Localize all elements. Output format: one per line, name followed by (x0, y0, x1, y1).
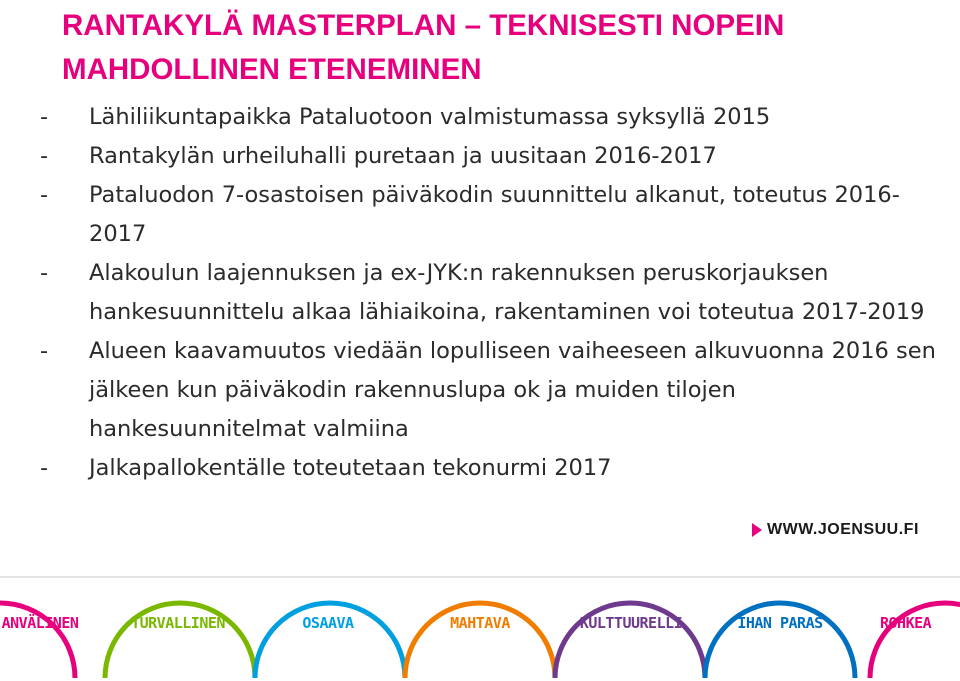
bullet-list (40, 98, 940, 488)
value-label-1: TURVALLINEN (131, 614, 225, 632)
website-text: WWW.JOENSUU.FI (767, 521, 919, 538)
list-item: - Pataluodon 7-osastoisen päiväkodin suunnittelu alkanut, toteutus 2016-2017 (40, 182, 900, 247)
value-label-3: MAHTAVA (450, 614, 510, 632)
bullet-text: Alueen kaavamuutos viedään lopulliseen vaiheeseen alkuvuonna 2016 sen jälkeen kun päiväkodin rakennuslupa ok ja muiden tilojen hankesuunnitelmat valmiina (89, 338, 936, 442)
value-label-0: ANVÄLINEN (1, 614, 79, 632)
list-item: - Alueen kaavamuutos viedään lopulliseen vaiheeseen alkuvuonna 2016 sen jälkeen kun päiväkodin rakennuslupa ok ja muiden tilojen hankesuunnitelmat valmiina (40, 338, 936, 442)
bullet-text: Lähiliikuntapaikka Pataluotoon valmistumassa syksyllä 2015 (89, 104, 771, 130)
value-label-4: KULTTUURELLI (579, 614, 683, 632)
value-label-5: IHAN PARAS (737, 614, 823, 632)
page-title: RANTAKYLÄ MASTERPLAN – TEKNISESTI NOPEIN MAHDOLLINEN ETENEMINEN (62, 9, 785, 86)
bullet-text: Jalkapallokentälle toteutetaan tekonurmi 2017 (89, 455, 612, 481)
value-label-6: ROHKEA (880, 614, 932, 632)
list-item: - Jalkapallokentälle toteutetaan tekonurmi 2017 (40, 455, 612, 481)
list-item: - Rantakylän urheiluhalli puretaan ja uusitaan 2016-2017 (40, 143, 717, 169)
arrow-icon (752, 523, 762, 537)
website-link[interactable] (752, 521, 919, 539)
value-label-2: OSAAVA (302, 614, 354, 632)
bullet-text: Rantakylän urheiluhalli puretaan ja uusitaan 2016-2017 (89, 143, 717, 169)
bullet-text: Alakoulun laajennuksen ja ex-JYK:n rakennuksen peruskorjauksen hankesuunnittelu alkaa lähiaikoina, rakentaminen voi toteutua 2017-2019 (89, 260, 925, 325)
bullet-text: Pataluodon 7-osastoisen päiväkodin suunnittelu alkanut, toteutus 2016-2017 (89, 182, 900, 247)
list-item: - Lähiliikuntapaikka Pataluotoon valmistumassa syksyllä 2015 (40, 104, 771, 130)
list-item: - Alakoulun laajennuksen ja ex-JYK:n rakennuksen peruskorjauksen hankesuunnittelu alkaa lähiaikoina, rakentaminen voi toteutua 2017-2019 (40, 260, 925, 325)
